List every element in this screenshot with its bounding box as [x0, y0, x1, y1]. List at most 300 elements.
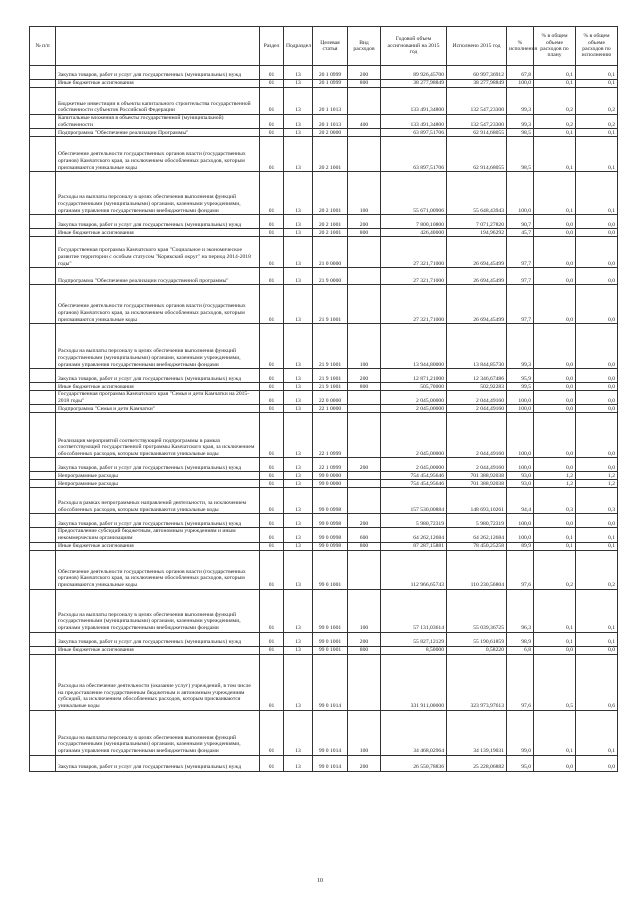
row-podrazdel-cell: 13 — [284, 654, 313, 710]
row-name-cell: Обеспечение деятельности государственных органов власти (государственных органов) Камчатского края, за исключением обособленных расходов, которым присваиваются уникальные коды — [56, 137, 260, 172]
row-expense-type-cell — [348, 480, 381, 488]
row-razdel-cell: 01 — [260, 237, 284, 268]
row-share-plan-cell: 0,1 — [534, 710, 576, 755]
row-name-cell: Иные бюджетные ассигнования — [56, 542, 260, 550]
row-target-article-cell: 22 0 0000 — [313, 391, 348, 405]
row-target-article-cell: 20 2 1001 — [313, 229, 348, 237]
row-razdel-cell: 01 — [260, 542, 284, 550]
row-index-cell — [30, 215, 56, 229]
row-share-plan-cell: 0,1 — [534, 528, 576, 542]
row-target-article-cell: 99 0 1001 — [313, 632, 348, 646]
table-row — [30, 324, 618, 369]
row-plan-cell: 112 966,65743 — [381, 550, 447, 589]
row-share-fact-cell: 0,1 — [576, 80, 618, 88]
row-fact-cell: 25 228,06882 — [447, 755, 507, 771]
row-execution-pct-cell: 93,0 — [507, 480, 534, 488]
row-execution-pct-cell: 98,9 — [507, 632, 534, 646]
row-podrazdel-cell: 13 — [284, 237, 313, 268]
row-name-cell: Закупка товаров, работ и услуг для государственных (муниципальных) нужд — [56, 632, 260, 646]
row-fact-cell: 62 914,68055 — [447, 137, 507, 172]
row-podrazdel-cell: 13 — [284, 324, 313, 369]
row-podrazdel-cell: 13 — [284, 285, 313, 324]
row-index-cell — [30, 458, 56, 472]
row-podrazdel-cell: 13 — [284, 137, 313, 172]
row-index-cell — [30, 550, 56, 589]
row-target-article-cell: 99 0 0998 — [313, 528, 348, 542]
table-row — [30, 589, 618, 632]
row-share-plan-cell: 0,0 — [534, 391, 576, 405]
row-name-cell: Бюджетные инвестиции в объекты капитального строительства государственной собственности субъектов Российской Федерации — [56, 88, 260, 115]
row-target-article-cell: 99 0 0000 — [313, 472, 348, 480]
row-index-cell — [30, 710, 56, 755]
row-expense-type-cell: 100 — [348, 589, 381, 632]
row-target-article-cell: 99 0 1014 — [313, 755, 348, 771]
row-share-fact-cell: 0,0 — [576, 405, 618, 413]
row-fact-cell: 55 648,43943 — [447, 172, 507, 215]
row-razdel-cell: 01 — [260, 268, 284, 285]
table-row — [30, 514, 618, 528]
row-share-fact-cell: 0,2 — [576, 88, 618, 115]
row-podrazdel-cell: 13 — [284, 710, 313, 755]
row-fact-cell: 62 914,68055 — [447, 129, 507, 137]
row-name-cell: Закупка товаров, работ и услуг для государственных (муниципальных) нужд — [56, 755, 260, 771]
row-name-cell: Непрограммные расходы — [56, 472, 260, 480]
row-target-article-cell: 99 0 0998 — [313, 514, 348, 528]
row-index-cell — [30, 237, 56, 268]
row-name-cell: Обеспечение деятельности государственных органов власти (государственных органов) Камчатского края, за исключением обособленных расходов, которым присваиваются уникальные коды — [56, 550, 260, 589]
row-plan-cell: 55 671,00906 — [381, 172, 447, 215]
row-razdel-cell: 01 — [260, 285, 284, 324]
table-row — [30, 229, 618, 237]
row-share-plan-cell: 0,1 — [534, 589, 576, 632]
row-razdel-cell: 01 — [260, 646, 284, 654]
row-razdel-cell: 01 — [260, 229, 284, 237]
row-expense-type-cell: 600 — [348, 528, 381, 542]
row-share-plan-cell: 0,0 — [534, 646, 576, 654]
row-share-plan-cell: 0,0 — [534, 413, 576, 458]
row-name-cell: Расходы на выплаты персоналу в целях обеспечения выполнения функций государственными (муниципальными) органами, казенными учреждениями, органами управления государственными внебюджетными фондами — [56, 589, 260, 632]
row-target-article-cell: 21 0 0000 — [313, 237, 348, 268]
row-razdel-cell: 01 — [260, 215, 284, 229]
row-execution-pct-cell: 100,0 — [507, 528, 534, 542]
row-fact-cell: 5 980,72319 — [447, 514, 507, 528]
row-target-article-cell: 20 2 0000 — [313, 129, 348, 137]
row-share-plan-cell: 0,0 — [534, 237, 576, 268]
row-expense-type-cell: 800 — [348, 646, 381, 654]
row-plan-cell: 754 454,95646 — [381, 472, 447, 480]
row-plan-cell: 27 321,71000 — [381, 268, 447, 285]
header-razdel: Раздел — [260, 27, 284, 66]
table-row — [30, 391, 618, 405]
row-expense-type-cell — [348, 550, 381, 589]
table-row — [30, 413, 618, 458]
table-row — [30, 237, 618, 268]
row-expense-type-cell — [348, 137, 381, 172]
row-razdel-cell: 01 — [260, 137, 284, 172]
row-podrazdel-cell: 13 — [284, 405, 313, 413]
row-share-plan-cell: 0,0 — [534, 285, 576, 324]
row-share-plan-cell: 0,2 — [534, 115, 576, 129]
row-plan-cell: 27 321,71000 — [381, 237, 447, 268]
row-expense-type-cell: 800 — [348, 80, 381, 88]
row-share-plan-cell: 0,0 — [534, 755, 576, 771]
row-execution-pct-cell: 97,7 — [507, 285, 534, 324]
row-share-fact-cell: 0,1 — [576, 172, 618, 215]
row-name-cell: Подпрограмма "Обеспечение реализации государственной программы" — [56, 268, 260, 285]
row-execution-pct-cell: 98,5 — [507, 129, 534, 137]
row-plan-cell: 63 897,51706 — [381, 137, 447, 172]
row-execution-pct-cell: 100,0 — [507, 391, 534, 405]
row-name-cell: Государственная программа Камчатского края "Социальное и экономическое развитие территории с особым статусом "Корякский округ" на период 2014-2018 годы" — [56, 237, 260, 268]
row-index-cell — [30, 646, 56, 654]
row-execution-pct-cell: 93,0 — [507, 472, 534, 480]
row-name-cell: Предоставление субсидий бюджетным, автономным учреждениям и иным некоммерческим организациям — [56, 528, 260, 542]
table-row — [30, 550, 618, 589]
row-name-cell: Подпрограмма "Обеспечение реализации Программы" — [56, 129, 260, 137]
row-share-fact-cell: 1,2 — [576, 472, 618, 480]
row-plan-cell: 133 491,34800 — [381, 88, 447, 115]
row-target-article-cell: 22 1 0999 — [313, 413, 348, 458]
row-index-cell — [30, 589, 56, 632]
row-execution-pct-cell: 100,0 — [507, 458, 534, 472]
row-expense-type-cell: 200 — [348, 369, 381, 383]
row-fact-cell: 12 346,67486 — [447, 369, 507, 383]
row-index-cell — [30, 268, 56, 285]
row-target-article-cell: 99 0 1014 — [313, 710, 348, 755]
row-podrazdel-cell: 13 — [284, 472, 313, 480]
row-podrazdel-cell: 13 — [284, 383, 313, 391]
row-index-cell — [30, 285, 56, 324]
row-plan-cell: 57 131,03614 — [381, 589, 447, 632]
row-share-fact-cell: 0,0 — [576, 268, 618, 285]
row-plan-cell: 38 277,98849 — [381, 80, 447, 88]
row-share-plan-cell: 0,5 — [534, 654, 576, 710]
table-row — [30, 480, 618, 488]
table-row — [30, 115, 618, 129]
row-razdel-cell: 01 — [260, 550, 284, 589]
header-fact-2015: Исполнено 2015 год — [447, 27, 507, 66]
row-index-cell — [30, 129, 56, 137]
row-expense-type-cell: 100 — [348, 710, 381, 755]
row-fact-cell: 2 044,49160 — [447, 405, 507, 413]
row-podrazdel-cell: 13 — [284, 172, 313, 215]
row-podrazdel-cell: 13 — [284, 80, 313, 88]
table-row — [30, 710, 618, 755]
row-plan-cell: 2 045,00000 — [381, 405, 447, 413]
row-plan-cell: 8,50000 — [381, 646, 447, 654]
row-name-cell: Иные бюджетные ассигнования — [56, 229, 260, 237]
row-podrazdel-cell: 13 — [284, 550, 313, 589]
row-target-article-cell: 20 1 0999 — [313, 80, 348, 88]
row-fact-cell: 132 547,23300 — [447, 115, 507, 129]
row-share-fact-cell: 0,0 — [576, 285, 618, 324]
row-index-cell — [30, 488, 56, 514]
row-share-fact-cell: 0,3 — [576, 488, 618, 514]
row-name-cell: Расходы на выплаты персоналу в целях обеспечения выполнения функций государственными (муниципальными) органами, казенными учреждениями, органами управления государственными внебюджетными фондами — [56, 710, 260, 755]
row-plan-cell: 89 926,45700 — [381, 66, 447, 80]
row-execution-pct-cell: 100,0 — [507, 514, 534, 528]
table-row — [30, 369, 618, 383]
row-share-fact-cell: 0,0 — [576, 646, 618, 654]
row-target-article-cell: 20 2 1001 — [313, 172, 348, 215]
row-execution-pct-cell: 95,9 — [507, 369, 534, 383]
row-index-cell — [30, 324, 56, 369]
row-share-plan-cell: 1,2 — [534, 472, 576, 480]
row-fact-cell: 323 973,97613 — [447, 654, 507, 710]
row-fact-cell: 701 388,92038 — [447, 480, 507, 488]
row-expense-type-cell: 200 — [348, 215, 381, 229]
row-execution-pct-cell: 98,5 — [507, 137, 534, 172]
table-row — [30, 268, 618, 285]
table-row — [30, 80, 618, 88]
row-index-cell — [30, 369, 56, 383]
row-razdel-cell: 01 — [260, 383, 284, 391]
row-plan-cell: 505,70000 — [381, 383, 447, 391]
row-share-fact-cell: 0,1 — [576, 137, 618, 172]
row-index-cell — [30, 115, 56, 129]
row-share-fact-cell: 0,0 — [576, 413, 618, 458]
row-fact-cell: 502,92283 — [447, 383, 507, 391]
row-expense-type-cell: 100 — [348, 324, 381, 369]
row-plan-cell: 12 871,21000 — [381, 369, 447, 383]
row-podrazdel-cell: 13 — [284, 528, 313, 542]
row-target-article-cell: 20 2 1001 — [313, 137, 348, 172]
row-share-plan-cell: 1,2 — [534, 480, 576, 488]
row-podrazdel-cell: 13 — [284, 88, 313, 115]
row-fact-cell: 78 450,25258 — [447, 542, 507, 550]
table-row — [30, 458, 618, 472]
table-row — [30, 488, 618, 514]
row-target-article-cell: 21 9 1001 — [313, 369, 348, 383]
row-index-cell — [30, 514, 56, 528]
row-share-fact-cell: 0,0 — [576, 215, 618, 229]
row-razdel-cell: 01 — [260, 324, 284, 369]
table-body — [30, 66, 618, 772]
row-name-cell: Подпрограмма "Семья и дети Камчатки" — [56, 405, 260, 413]
row-podrazdel-cell: 13 — [284, 458, 313, 472]
row-name-cell: Иные бюджетные ассигнования — [56, 383, 260, 391]
row-target-article-cell: 20 1 0999 — [313, 66, 348, 80]
row-podrazdel-cell: 13 — [284, 646, 313, 654]
header-execution-pct: % исполнения — [507, 27, 534, 66]
row-share-fact-cell: 0,0 — [576, 369, 618, 383]
row-execution-pct-cell: 99,3 — [507, 115, 534, 129]
row-share-plan-cell: 0,0 — [534, 383, 576, 391]
row-fact-cell: 55 039,36725 — [447, 589, 507, 632]
row-execution-pct-cell: 96,3 — [507, 589, 534, 632]
row-plan-cell: 64 262,12684 — [381, 528, 447, 542]
table-row — [30, 755, 618, 771]
row-expense-type-cell: 100 — [348, 172, 381, 215]
row-index-cell — [30, 80, 56, 88]
row-share-fact-cell: 0,0 — [576, 458, 618, 472]
row-razdel-cell: 01 — [260, 115, 284, 129]
row-execution-pct-cell: 97,6 — [507, 550, 534, 589]
row-plan-cell: 133 491,34800 — [381, 115, 447, 129]
row-razdel-cell: 01 — [260, 369, 284, 383]
row-podrazdel-cell: 13 — [284, 488, 313, 514]
row-execution-pct-cell: 89,9 — [507, 542, 534, 550]
row-expense-type-cell — [348, 488, 381, 514]
header-index: № п/п — [30, 27, 56, 66]
table-row — [30, 632, 618, 646]
row-razdel-cell: 01 — [260, 458, 284, 472]
row-execution-pct-cell: 99,3 — [507, 88, 534, 115]
row-name-cell: Закупка товаров, работ и услуг для государственных (муниципальных) нужд — [56, 458, 260, 472]
row-expense-type-cell: 200 — [348, 458, 381, 472]
row-target-article-cell: 99 0 1001 — [313, 589, 348, 632]
row-target-article-cell: 99 0 0000 — [313, 480, 348, 488]
row-target-article-cell: 20 2 1001 — [313, 215, 348, 229]
row-fact-cell: 60 997,36912 — [447, 66, 507, 80]
row-share-plan-cell: 0,0 — [534, 215, 576, 229]
row-plan-cell: 426,40000 — [381, 229, 447, 237]
row-fact-cell: 55 190,61859 — [447, 632, 507, 646]
row-razdel-cell: 01 — [260, 66, 284, 80]
row-execution-pct-cell: 100,0 — [507, 172, 534, 215]
row-razdel-cell: 01 — [260, 172, 284, 215]
row-name-cell: Капитальные вложения в объекты государственной (муниципальной) собственности — [56, 115, 260, 129]
row-share-plan-cell: 0,1 — [534, 80, 576, 88]
row-plan-cell: 754 454,95646 — [381, 480, 447, 488]
row-razdel-cell: 01 — [260, 528, 284, 542]
row-index-cell — [30, 755, 56, 771]
row-expense-type-cell — [348, 285, 381, 324]
row-share-plan-cell: 0,1 — [534, 542, 576, 550]
row-index-cell — [30, 383, 56, 391]
row-name-cell: Закупка товаров, работ и услуг для государственных (муниципальных) нужд — [56, 369, 260, 383]
row-index-cell — [30, 88, 56, 115]
row-razdel-cell: 01 — [260, 710, 284, 755]
row-razdel-cell: 01 — [260, 80, 284, 88]
row-execution-pct-cell: 45,7 — [507, 229, 534, 237]
header-share-plan: % в общем объеме расходов по плану — [534, 27, 576, 66]
row-name-cell: Непрограммные расходы — [56, 480, 260, 488]
row-share-fact-cell: 0,1 — [576, 710, 618, 755]
table-row — [30, 542, 618, 550]
row-name-cell: Закупка товаров, работ и услуг для государственных (муниципальных) нужд — [56, 514, 260, 528]
row-expense-type-cell — [348, 472, 381, 480]
row-share-fact-cell: 0,1 — [576, 66, 618, 80]
row-share-plan-cell: 0,1 — [534, 137, 576, 172]
row-share-fact-cell: 0,0 — [576, 391, 618, 405]
row-execution-pct-cell: 94,4 — [507, 488, 534, 514]
row-execution-pct-cell: 100,0 — [507, 405, 534, 413]
table-row — [30, 215, 618, 229]
row-razdel-cell: 01 — [260, 514, 284, 528]
budget-execution-table — [29, 26, 618, 772]
row-share-plan-cell: 0,0 — [534, 229, 576, 237]
row-podrazdel-cell: 13 — [284, 129, 313, 137]
row-plan-cell: 157 530,00884 — [381, 488, 447, 514]
row-index-cell — [30, 654, 56, 710]
row-plan-cell: 331 911,00000 — [381, 654, 447, 710]
row-razdel-cell: 01 — [260, 480, 284, 488]
row-podrazdel-cell: 13 — [284, 115, 313, 129]
table-row — [30, 172, 618, 215]
row-expense-type-cell — [348, 405, 381, 413]
row-fact-cell: 26 694,45499 — [447, 268, 507, 285]
row-fact-cell: 132 547,23300 — [447, 88, 507, 115]
table-row — [30, 137, 618, 172]
row-target-article-cell: 99 0 0998 — [313, 488, 348, 514]
row-name-cell: Реализация мероприятий соответствующей подпрограммы в рамках соответствующей государственной программы Камчатского края, за исключением обособленных расходов, которым присваиваются уникальные коды — [56, 413, 260, 458]
row-index-cell — [30, 528, 56, 542]
row-target-article-cell: 22 1 0000 — [313, 405, 348, 413]
row-plan-cell: 2 045,00000 — [381, 458, 447, 472]
row-share-plan-cell: 0,3 — [534, 488, 576, 514]
row-plan-cell: 63 897,51706 — [381, 129, 447, 137]
row-expense-type-cell — [348, 391, 381, 405]
row-podrazdel-cell: 13 — [284, 542, 313, 550]
row-share-fact-cell: 0,1 — [576, 528, 618, 542]
row-razdel-cell: 01 — [260, 755, 284, 771]
table-header-row — [30, 27, 618, 66]
row-podrazdel-cell: 13 — [284, 413, 313, 458]
row-razdel-cell: 01 — [260, 654, 284, 710]
row-execution-pct-cell: 6,8 — [507, 646, 534, 654]
row-expense-type-cell — [348, 129, 381, 137]
row-index-cell — [30, 542, 56, 550]
row-share-plan-cell: 0,0 — [534, 514, 576, 528]
row-index-cell — [30, 172, 56, 215]
row-share-plan-cell: 0,2 — [534, 88, 576, 115]
row-expense-type-cell: 400 — [348, 115, 381, 129]
row-plan-cell: 7 800,10800 — [381, 215, 447, 229]
page-number: 10 — [317, 878, 323, 884]
row-target-article-cell: 22 1 0999 — [313, 458, 348, 472]
row-share-plan-cell: 0,0 — [534, 405, 576, 413]
row-share-fact-cell: 0,1 — [576, 129, 618, 137]
row-share-plan-cell: 0,1 — [534, 66, 576, 80]
row-target-article-cell: 21 9 1001 — [313, 383, 348, 391]
row-razdel-cell: 01 — [260, 129, 284, 137]
row-index-cell — [30, 137, 56, 172]
row-expense-type-cell: 800 — [348, 542, 381, 550]
row-execution-pct-cell: 90,7 — [507, 215, 534, 229]
row-execution-pct-cell: 97,6 — [507, 654, 534, 710]
header-plan-2015: Годовой объем ассигнований на 2015 год — [381, 27, 447, 66]
row-share-fact-cell: 0,0 — [576, 755, 618, 771]
row-plan-cell: 27 321,71000 — [381, 285, 447, 324]
row-index-cell — [30, 480, 56, 488]
row-execution-pct-cell: 97,7 — [507, 268, 534, 285]
row-share-plan-cell: 0,2 — [534, 550, 576, 589]
table-row — [30, 405, 618, 413]
row-razdel-cell: 01 — [260, 472, 284, 480]
row-index-cell — [30, 229, 56, 237]
row-podrazdel-cell: 13 — [284, 632, 313, 646]
row-fact-cell: 0,58220 — [447, 646, 507, 654]
row-share-plan-cell: 0,1 — [534, 129, 576, 137]
row-fact-cell: 2 044,49160 — [447, 458, 507, 472]
row-share-fact-cell: 0,1 — [576, 589, 618, 632]
table-row — [30, 383, 618, 391]
table-row — [30, 646, 618, 654]
row-plan-cell: 2 045,00000 — [381, 413, 447, 458]
row-expense-type-cell — [348, 237, 381, 268]
row-name-cell: Расходы на обеспечение деятельности (оказание услуг) учреждений, в том числе на предоставление государственным бюджетным и автономным учреждениям субсидий, за исключением обособленных расходов, которым присваиваются уникальные коды — [56, 654, 260, 710]
row-podrazdel-cell: 13 — [284, 229, 313, 237]
row-podrazdel-cell: 13 — [284, 369, 313, 383]
row-podrazdel-cell: 13 — [284, 391, 313, 405]
row-execution-pct-cell: 99,5 — [507, 383, 534, 391]
row-target-article-cell: 20 1 1013 — [313, 88, 348, 115]
row-fact-cell: 194,96292 — [447, 229, 507, 237]
row-fact-cell: 26 694,45499 — [447, 237, 507, 268]
row-razdel-cell: 01 — [260, 391, 284, 405]
table-row — [30, 129, 618, 137]
